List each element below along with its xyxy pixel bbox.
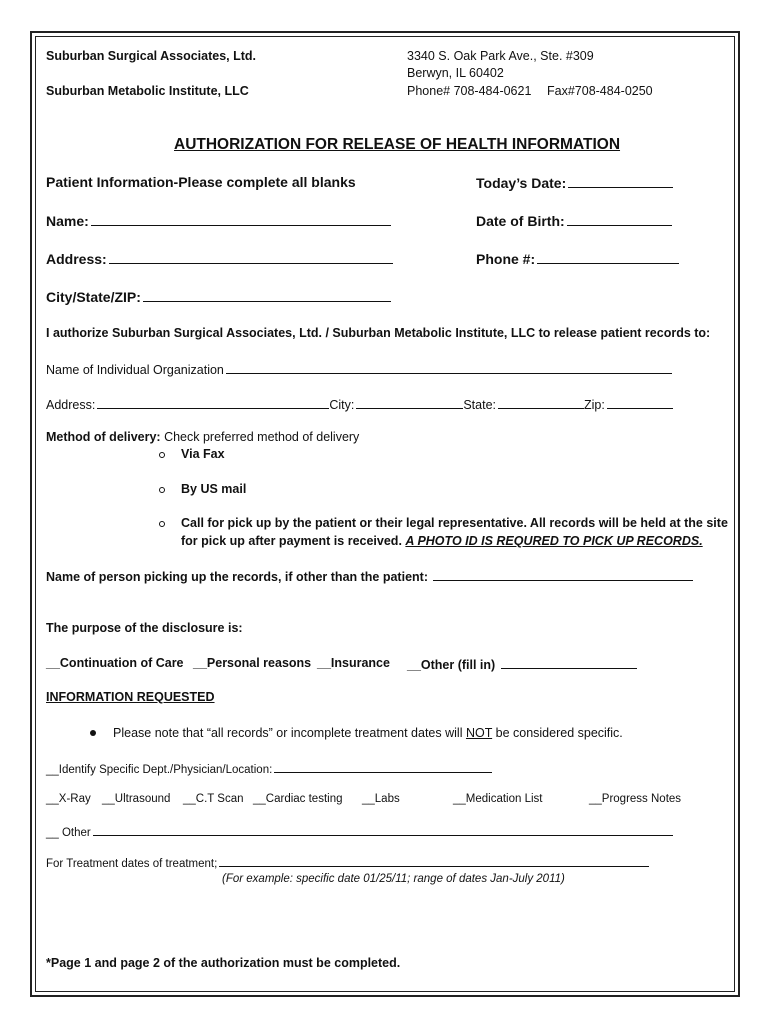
radio-us-mail[interactable] bbox=[159, 487, 165, 493]
dob-label: Date of Birth: bbox=[476, 213, 565, 229]
address-field[interactable] bbox=[46, 251, 393, 267]
delivery-hint: Check preferred method of delivery bbox=[164, 430, 360, 444]
type-xray[interactable]: __X-Ray bbox=[46, 793, 91, 805]
specific-dept-field[interactable] bbox=[46, 761, 492, 778]
treatment-example: (For example: specific date 01/25/11; range of dates Jan-July 2011) bbox=[222, 873, 565, 885]
specificity-note bbox=[113, 726, 623, 741]
org-phone: Phone# 708-484-0621 bbox=[407, 84, 532, 98]
recipient-address-row[interactable] bbox=[46, 396, 673, 413]
delivery-label: Method of delivery: bbox=[46, 430, 161, 444]
type-progress-notes[interactable]: __Progress Notes bbox=[589, 793, 682, 805]
delivery-method bbox=[46, 430, 359, 445]
recipient-name-field[interactable] bbox=[46, 361, 672, 378]
type-labs[interactable]: __Labs bbox=[362, 793, 400, 805]
option-pickup-line1: Call for pick up by the patient or their legal representative. All records will be held at the site bbox=[181, 516, 728, 530]
treatment-dates-label: For Treatment dates of treatment; bbox=[46, 858, 218, 870]
option-via-fax: Via Fax bbox=[181, 447, 225, 461]
org-name-1: Suburban Surgical Associates, Ltd. bbox=[46, 49, 256, 63]
purpose-label: The purpose of the disclosure is: bbox=[46, 621, 243, 635]
city-state-zip-field[interactable] bbox=[46, 289, 391, 305]
org-name-2: Suburban Metabolic Institute, LLC bbox=[46, 84, 249, 98]
patient-section-label: Patient Information-Please complete all blanks bbox=[46, 174, 356, 190]
todays-date-field[interactable] bbox=[476, 175, 673, 191]
other-label: __ Other bbox=[46, 827, 91, 839]
type-medication-list[interactable]: __Medication List bbox=[453, 793, 543, 805]
purpose-personal-reasons[interactable]: __Personal reasons bbox=[193, 656, 312, 670]
note-not: NOT bbox=[465, 726, 493, 740]
org-address-1: 3340 S. Oak Park Ave., Ste. #309 bbox=[407, 49, 594, 63]
pickup-payment-text: for pick up after payment is received. bbox=[181, 534, 402, 548]
radio-via-fax[interactable] bbox=[159, 452, 165, 458]
photo-id-note: A PHOTO ID IS REQURED TO PICK UP RECORDS. bbox=[405, 534, 703, 548]
recipient-address-label: Address: bbox=[46, 398, 96, 412]
city-state-zip-label: City/State/ZIP: bbox=[46, 289, 141, 305]
recipient-zip-label: Zip: bbox=[584, 398, 605, 412]
type-ct-scan[interactable]: __C.T Scan bbox=[183, 793, 244, 805]
org-address-2: Berwyn, IL 60402 bbox=[407, 66, 504, 80]
authorize-statement: I authorize Suburban Surgical Associates, Ltd. / Suburban Metabolic Institute, LLC to release patient records to: bbox=[46, 326, 711, 340]
specific-dept-label: __Identify Specific Dept./Physician/Location: bbox=[46, 764, 273, 776]
footer-note: *Page 1 and page 2 of the authorization must be completed. bbox=[46, 956, 401, 970]
name-label: Name: bbox=[46, 213, 89, 229]
address-label: Address: bbox=[46, 251, 107, 267]
radio-pickup[interactable] bbox=[159, 521, 165, 527]
name-field[interactable] bbox=[46, 213, 391, 229]
dob-field[interactable] bbox=[476, 213, 672, 229]
type-cardiac-testing[interactable]: __Cardiac testing bbox=[253, 793, 343, 805]
info-requested-heading: INFORMATION REQUESTED bbox=[46, 690, 215, 704]
recipient-city-label: City: bbox=[329, 398, 355, 412]
note-pre: Please note that “all records” or incomplete treatment dates will bbox=[113, 726, 463, 740]
phone-field[interactable] bbox=[476, 251, 679, 267]
note-post: be considered specific. bbox=[495, 726, 623, 740]
option-us-mail: By US mail bbox=[181, 482, 247, 496]
purpose-insurance[interactable]: __Insurance bbox=[317, 656, 390, 670]
recipient-state-label: State: bbox=[463, 398, 497, 412]
type-ultrasound[interactable]: __Ultrasound bbox=[102, 793, 171, 805]
other-field[interactable] bbox=[46, 824, 673, 841]
bullet-icon bbox=[90, 730, 96, 736]
option-pickup-line2 bbox=[181, 534, 703, 549]
purpose-other-label: __Other (fill in) bbox=[407, 658, 496, 672]
purpose-continuation-of-care[interactable]: __Continuation of Care bbox=[46, 656, 184, 670]
treatment-dates-field[interactable] bbox=[46, 855, 649, 872]
pickup-person-label: Name of person picking up the records, if other than the patient: bbox=[46, 570, 428, 584]
phone-label: Phone #: bbox=[476, 251, 536, 267]
form-title: AUTHORIZATION FOR RELEASE OF HEALTH INFORMATION bbox=[174, 136, 621, 153]
todays-date-label: Today’s Date: bbox=[476, 175, 567, 191]
purpose-other-field[interactable] bbox=[407, 656, 637, 673]
pickup-person-field[interactable] bbox=[46, 568, 693, 585]
recipient-name-label: Name of Individual Organization bbox=[46, 363, 224, 377]
org-fax: Fax#708-484-0250 bbox=[547, 84, 653, 98]
